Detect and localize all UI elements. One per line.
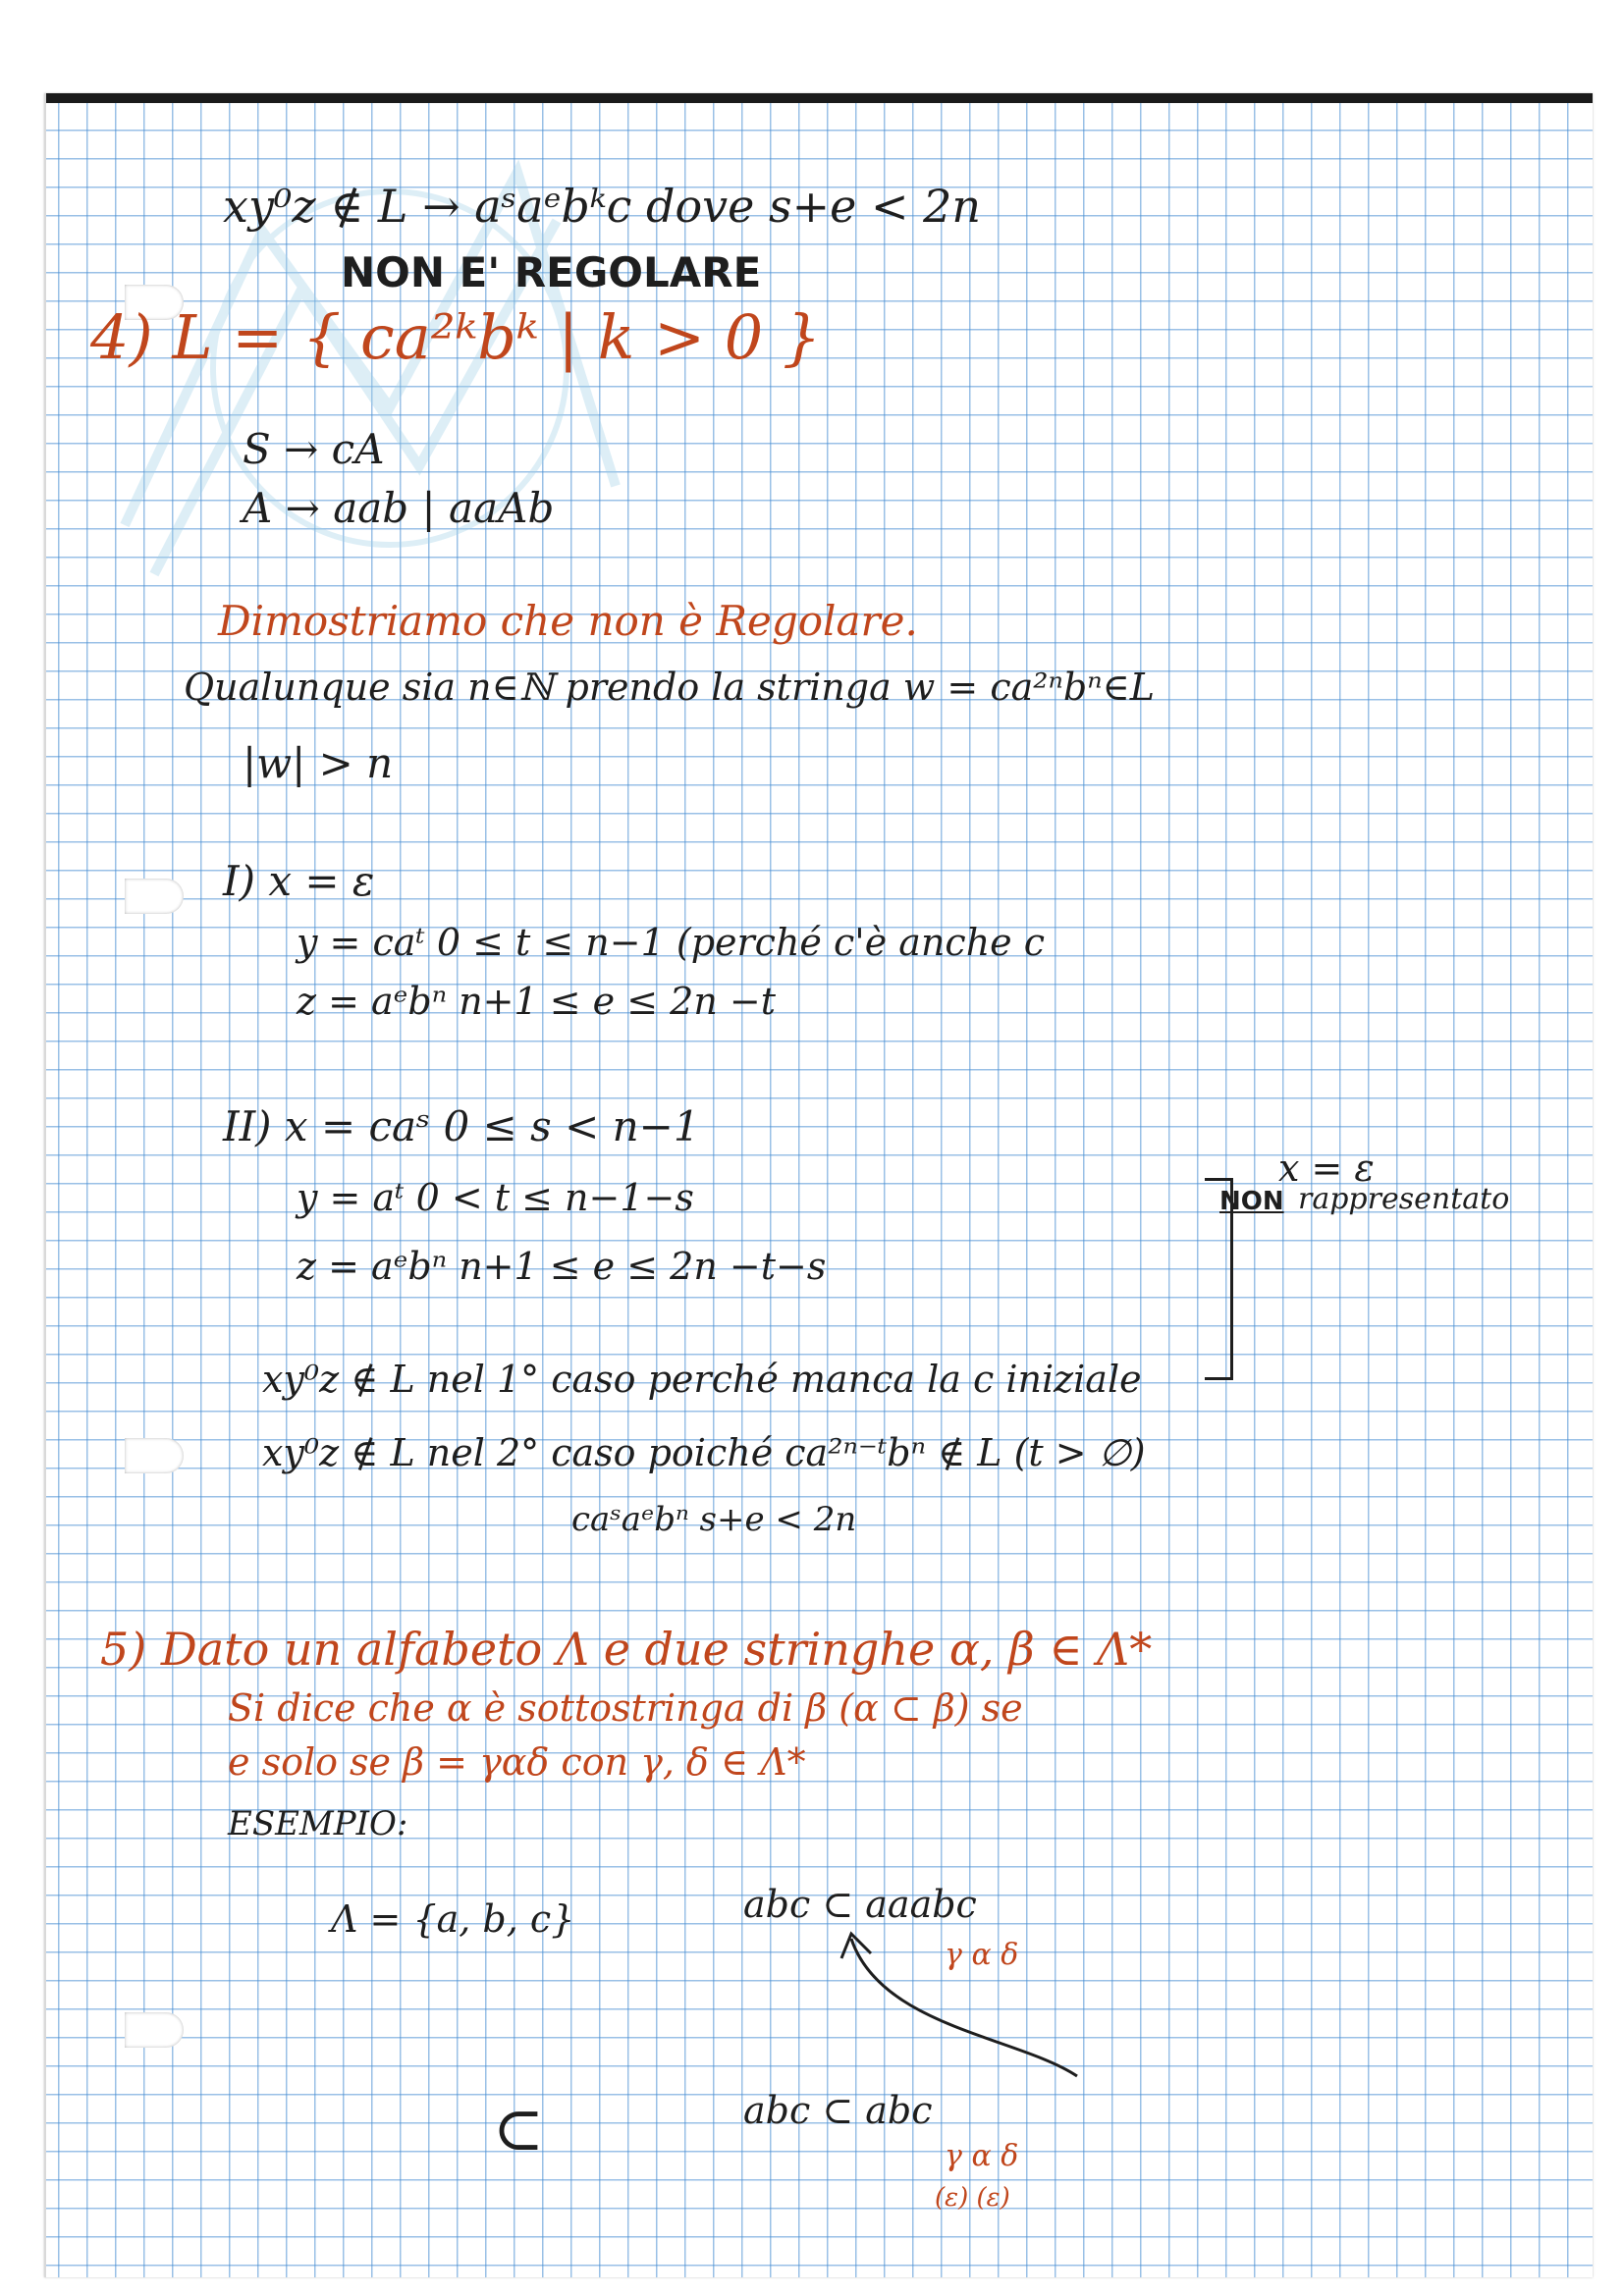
- example-2-epsilon: (ε) (ε): [935, 2183, 1010, 2213]
- example-1-labels: γ α δ: [945, 1938, 1019, 1972]
- punch-hole: [125, 1438, 184, 1473]
- example-2: abc ⊂ abc: [743, 2089, 933, 2132]
- note-rappresentato: rappresentato: [1298, 1182, 1510, 1216]
- case-ii-x: II) x = caˢ 0 ≤ s < n−1: [223, 1102, 700, 1150]
- section-5-definition-cont: e solo se β = γαδ con γ, δ ∈ Λ*: [228, 1740, 806, 1784]
- grammar-rule: A → aab | aaAb: [243, 484, 555, 532]
- note-x-epsilon: x = ε: [1278, 1147, 1375, 1190]
- case-ii-z: z = aᵉbⁿ n+1 ≤ e ≤ 2n −t−s: [297, 1245, 827, 1288]
- case-ii-y: y = aᵗ 0 < t ≤ n−1−s: [297, 1176, 694, 1219]
- note-non: NON: [1219, 1187, 1284, 1216]
- case-i-x: I) x = ε: [223, 857, 375, 905]
- alphabet-set: Λ = {a, b, c}: [331, 1897, 575, 1941]
- section-5-definition-cont: Si dice che α è sottostringa di β (α ⊂ β) se: [228, 1686, 1023, 1730]
- case-i-z: z = aᵉbⁿ n+1 ≤ e ≤ 2n −t: [297, 980, 777, 1023]
- punch-hole: [125, 2012, 184, 2048]
- conclusion-case-1: xy⁰z ∉ L nel 1° caso perché manca la c iniziale: [262, 1358, 1142, 1401]
- example-2-labels: γ α δ: [945, 2139, 1019, 2173]
- heading-non-regolare: NON E' REGOLARE: [341, 248, 762, 296]
- grammar-rule: S → cA: [243, 425, 385, 473]
- section-5-definition: 5) Dato un alfabeto Λ e due stringhe α, β ∈ Λ*: [100, 1623, 1153, 1676]
- punch-hole: [125, 879, 184, 914]
- text-line: xy⁰z ∉ L → aˢaᵉbᵏc dove s+e < 2n: [223, 180, 982, 233]
- example-heading: ESEMPIO:: [228, 1804, 408, 1843]
- case-i-y: y = caᵗ 0 ≤ t ≤ n−1 (perché c'è anche c: [297, 921, 1046, 964]
- subset-symbol: ⊂: [493, 2093, 544, 2164]
- scan-top-edge: [46, 93, 1593, 103]
- conclusion-case-2: xy⁰z ∉ L nel 2° caso poiché ca²ⁿ⁻ᵗbⁿ ∉ L (t > ∅): [262, 1431, 1146, 1474]
- arrow-curve: [802, 1919, 1116, 2096]
- text-line-red: Dimostriamo che non è Regolare.: [218, 597, 918, 645]
- section-4-definition: 4) L = { ca²ᵏbᵏ | k > 0 }: [90, 301, 822, 373]
- text-line: Qualunque sia n∈ℕ prendo la stringa w = ca²ⁿbⁿ∈L: [184, 666, 1155, 709]
- example-1: abc ⊂ aaabc: [743, 1883, 977, 1926]
- conclusion-detail: caˢaᵉbⁿ s+e < 2n: [571, 1500, 857, 1539]
- graph-paper-sheet: [44, 93, 1593, 2277]
- text-line: |w| > n: [243, 739, 394, 787]
